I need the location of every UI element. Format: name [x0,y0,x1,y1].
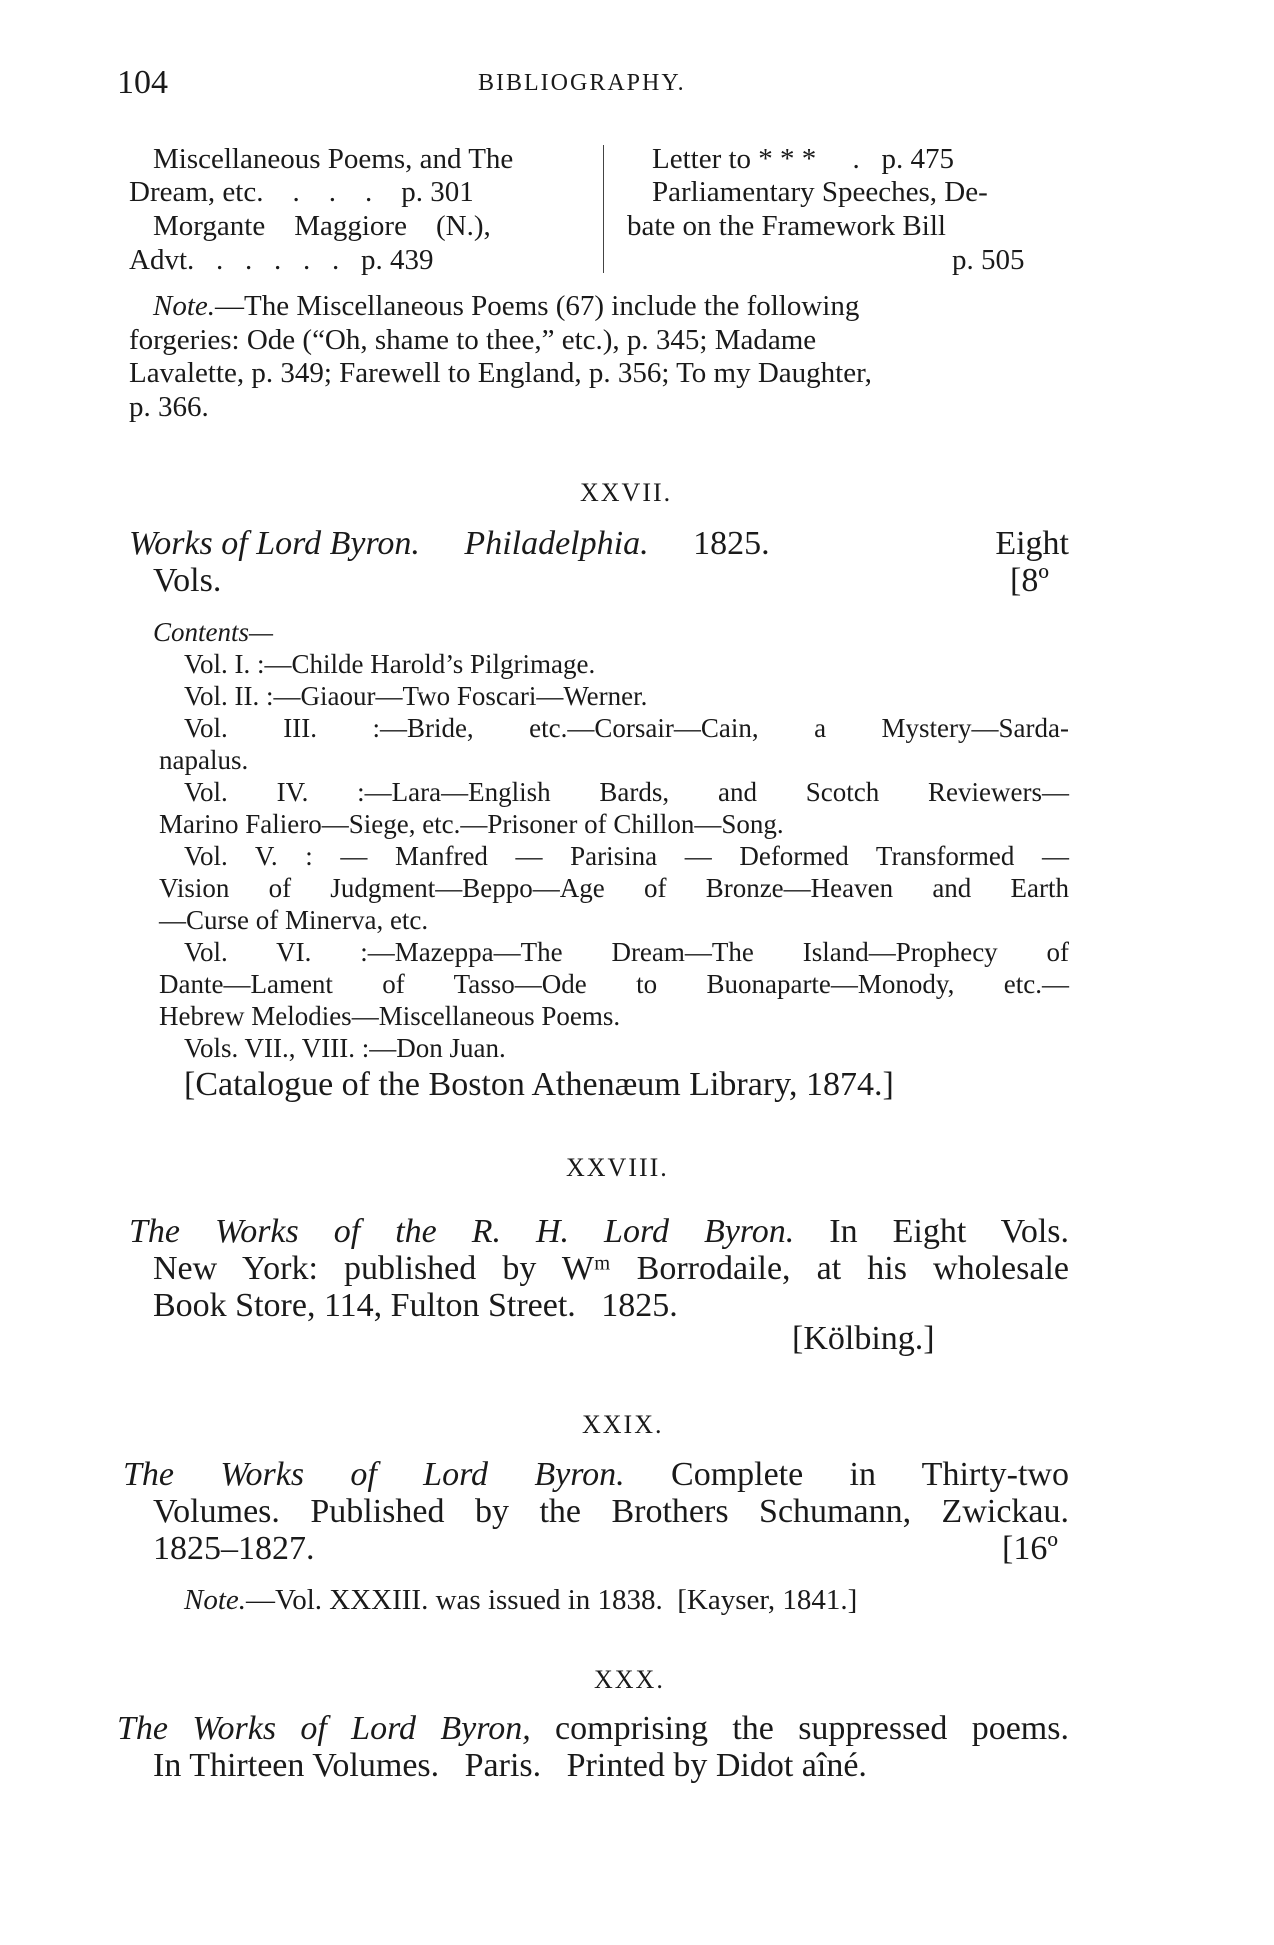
contents-line: Vols. VII., VIII. :—Don Juan. [184,1033,506,1063]
page-number: 104 [117,64,168,101]
contents-line: Marino Faliero—Siege, etc.—Prisoner of Chillon—Song. [159,809,784,839]
entry-27-title-line [129,525,1069,562]
right-col-line: bate on the Framework Bill [627,210,946,242]
column-divider [603,145,604,273]
note-line: p. 366. [129,391,209,423]
contents-line: Vol. VI. :—Mazeppa—The Dream—The Island—Prophecy of [184,937,1069,967]
note-label: Note. [153,290,216,322]
entry-30-title: The Works of Lord Byron, [117,1710,531,1747]
right-col-line: Letter to * * * . p. 475 [652,143,955,175]
entry-27-place: Philadelphia. [464,525,649,562]
running-title: BIBLIOGRAPHY. [478,70,686,96]
right-col-line: p. 505 [952,244,1025,276]
contents-line: Vol. II. :—Giaour—Two Foscari—Werner. [184,681,648,711]
contents-line: napalus. [159,745,249,775]
entry-29-note-label: Note. [184,1584,247,1616]
left-col-line: Advt. . . . . . p. 439 [129,244,434,276]
right-col-line: Parliamentary Speeches, De- [652,176,988,208]
entry-27-title: Works of Lord Byron. [129,525,420,562]
entry-27-extent: Eight [995,525,1069,562]
entry-29-years: 1825–1827. [153,1530,315,1567]
entry-29-line: Volumes. Published by the Brothers Schumann, Zwickau. [153,1493,1069,1530]
entry-heading-27: XXVII. [580,478,673,507]
note-line: Note.—The Miscellaneous Poems (67) include the following [153,290,860,322]
entry-29-format: [16º [1002,1530,1058,1567]
note-line: Lavalette, p. 349; Farewell to England, p. 356; To my Daughter, [129,357,872,389]
left-col-line: Miscellaneous Poems, and The [153,143,514,175]
contents-label: Contents— [153,617,274,647]
entry-28-title: The Works of the R. H. Lord Byron. [129,1213,795,1250]
entry-27-year: 1825. [693,525,770,562]
entry-29-line: The Works of Lord Byron. Complete in Thirty-two [123,1456,1069,1493]
entry-27-vols: Vols. [153,562,222,599]
entry-28-source: [Kölbing.] [792,1320,935,1357]
note-line: forgeries: Ode (“Oh, shame to thee,” etc.), p. 345; Madame [129,324,817,356]
entry-29-title: The Works of Lord Byron. [123,1456,625,1493]
contents-line: Hebrew Melodies—Miscellaneous Poems. [159,1001,621,1031]
entry-28-line: New York: published by Wᵐ Borrodaile, at his wholesale [153,1250,1069,1287]
entry-27-source: [Catalogue of the Boston Athenæum Library, 1874.] [184,1066,894,1103]
entry-27-format: [8º [1010,562,1049,599]
entry-30-line: In Thirteen Volumes. Paris. Printed by Didot aîné. [153,1747,867,1784]
contents-line: Vol. V. : — Manfred — Parisina — Deformed Transformed — [184,841,1069,871]
contents-line: Vision of Judgment—Beppo—Age of Bronze—Heaven and Earth [159,873,1069,903]
contents-line: Vol. IV. :—Lara—English Bards, and Scotch Reviewers— [184,777,1069,807]
entry-heading-28: XXVIII. [566,1153,669,1182]
left-col-line: Dream, etc. . . . p. 301 [129,176,474,208]
contents-line: Vol. I. :—Childe Harold’s Pilgrimage. [184,649,596,679]
contents-line: Vol. III. :—Bride, etc.—Corsair—Cain, a Mystery—Sarda- [184,713,1069,743]
contents-line: Dante—Lament of Tasso—Ode to Buonaparte—Monody, etc.— [159,969,1069,999]
entry-30-line: The Works of Lord Byron, comprising the suppressed poems. [117,1710,1069,1747]
entry-29-note: Note.—Vol. XXXIII. was issued in 1838. [Kayser, 1841.] [184,1584,858,1616]
entry-heading-30: XXX. [594,1665,665,1694]
entry-heading-29: XXIX. [582,1410,664,1439]
contents-line: —Curse of Minerva, etc. [159,905,429,935]
entry-28-line: The Works of the R. H. Lord Byron. In Eight Vols. [129,1213,1069,1250]
left-col-line: Morgante Maggiore (N.), [153,210,491,242]
entry-28-line: Book Store, 114, Fulton Street. 1825. [153,1287,678,1324]
